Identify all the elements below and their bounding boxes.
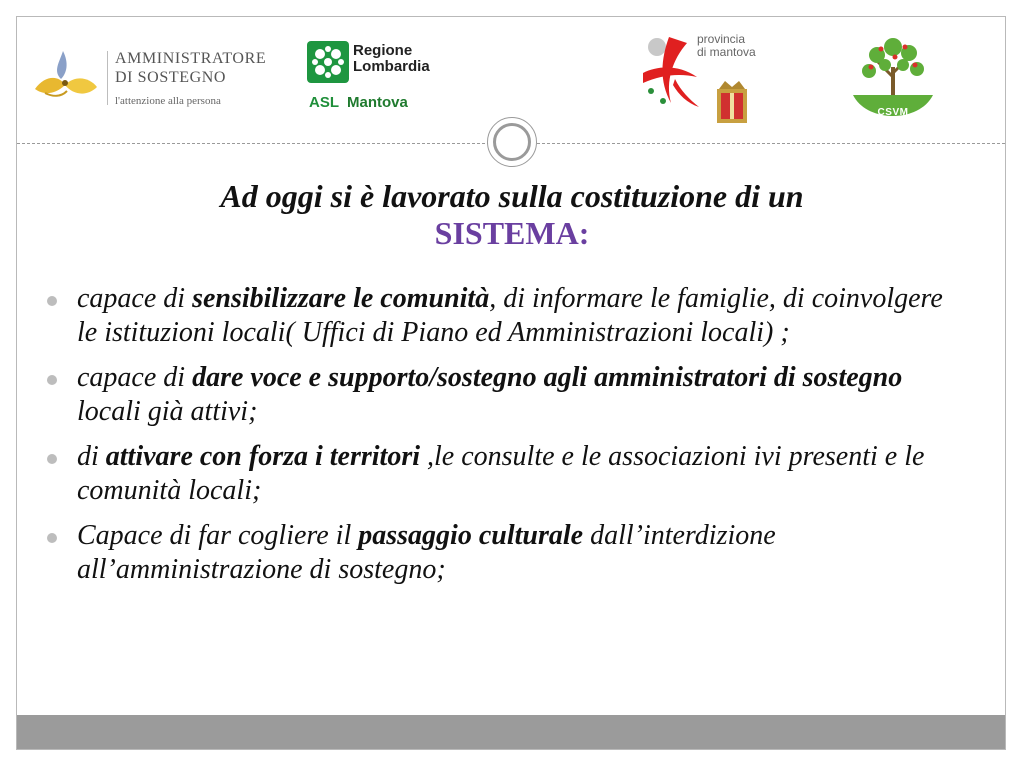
slide <box>16 16 1006 750</box>
list-item <box>47 361 967 430</box>
asl-city: Mantova <box>347 94 408 111</box>
provincia-logo-line2: di mantova <box>697 44 756 59</box>
list-item <box>47 440 967 509</box>
asl-label: ASL <box>309 94 339 111</box>
bullet-pre: di <box>77 440 106 472</box>
bullet-list <box>47 282 967 598</box>
amministratore-di-sostegno-logo <box>31 45 271 115</box>
provincia-logo-line1: provincia <box>697 32 746 46</box>
admin-logo-line1: AMMINISTRATORE <box>115 50 267 67</box>
bullet-bold: dare voce e supporto/sostegno agli amministratori di sostegno <box>192 361 903 393</box>
provincia-logo-text <box>697 33 756 58</box>
slide-heading <box>37 179 987 251</box>
bullet-post: ,le consulte e le associazioni ivi presenti e le comunità locali; <box>77 440 925 507</box>
csvm-logo-text: CSVM <box>877 107 909 118</box>
bullet-bold: sensibilizzare le comunità <box>192 283 490 314</box>
bullet-dot-icon <box>47 296 57 306</box>
rosa-camuna-icon <box>307 41 349 83</box>
bullet-pre: Capace di far cogliere il <box>77 519 359 551</box>
bullet-pre: capace di <box>77 361 193 393</box>
butterfly-icon <box>31 45 101 105</box>
list-item <box>47 519 967 588</box>
regione-logo-line1: Regione <box>353 42 413 59</box>
footer-band <box>17 715 1005 749</box>
bullet-post: , di informare le famiglie, di coinvolgere le istituzioni locali( Uffici di Piano ed Amministrazioni locali) ; <box>77 283 943 349</box>
bullet-pre: capace di <box>77 283 193 314</box>
admin-logo-line2: DI SOSTEGNO <box>115 69 227 86</box>
regione-logo-line2: Lombardia <box>353 57 430 75</box>
regione-lombardia-logo <box>305 39 455 117</box>
admin-logo-tagline: l'attenzione alla persona <box>115 95 221 107</box>
heading-text: Ad oggi si è lavorato sulla costituzione di un <box>220 178 804 214</box>
bullet-post: locali già attivi; <box>77 396 258 428</box>
csvm-logo <box>847 27 939 127</box>
asl-logo-text <box>309 94 408 111</box>
bullet-bold: passaggio culturale <box>358 519 584 551</box>
decorative-ring-icon <box>487 117 537 167</box>
regione-logo-text <box>353 43 430 75</box>
bullet-dot-icon <box>47 375 57 385</box>
bullet-dot-icon <box>47 454 57 464</box>
bullet-dot-icon <box>47 533 57 543</box>
admin-logo-text <box>115 51 266 107</box>
bullet-bold: attivare con forza i territori <box>105 440 421 472</box>
provincia-di-mantova-logo <box>639 29 759 125</box>
logo-separator <box>107 51 108 105</box>
bullet-post: dall’interdizione all’amministrazione di sostegno; <box>77 519 776 586</box>
heading-highlight: SISTEMA: <box>434 215 590 252</box>
list-item <box>47 282 967 351</box>
